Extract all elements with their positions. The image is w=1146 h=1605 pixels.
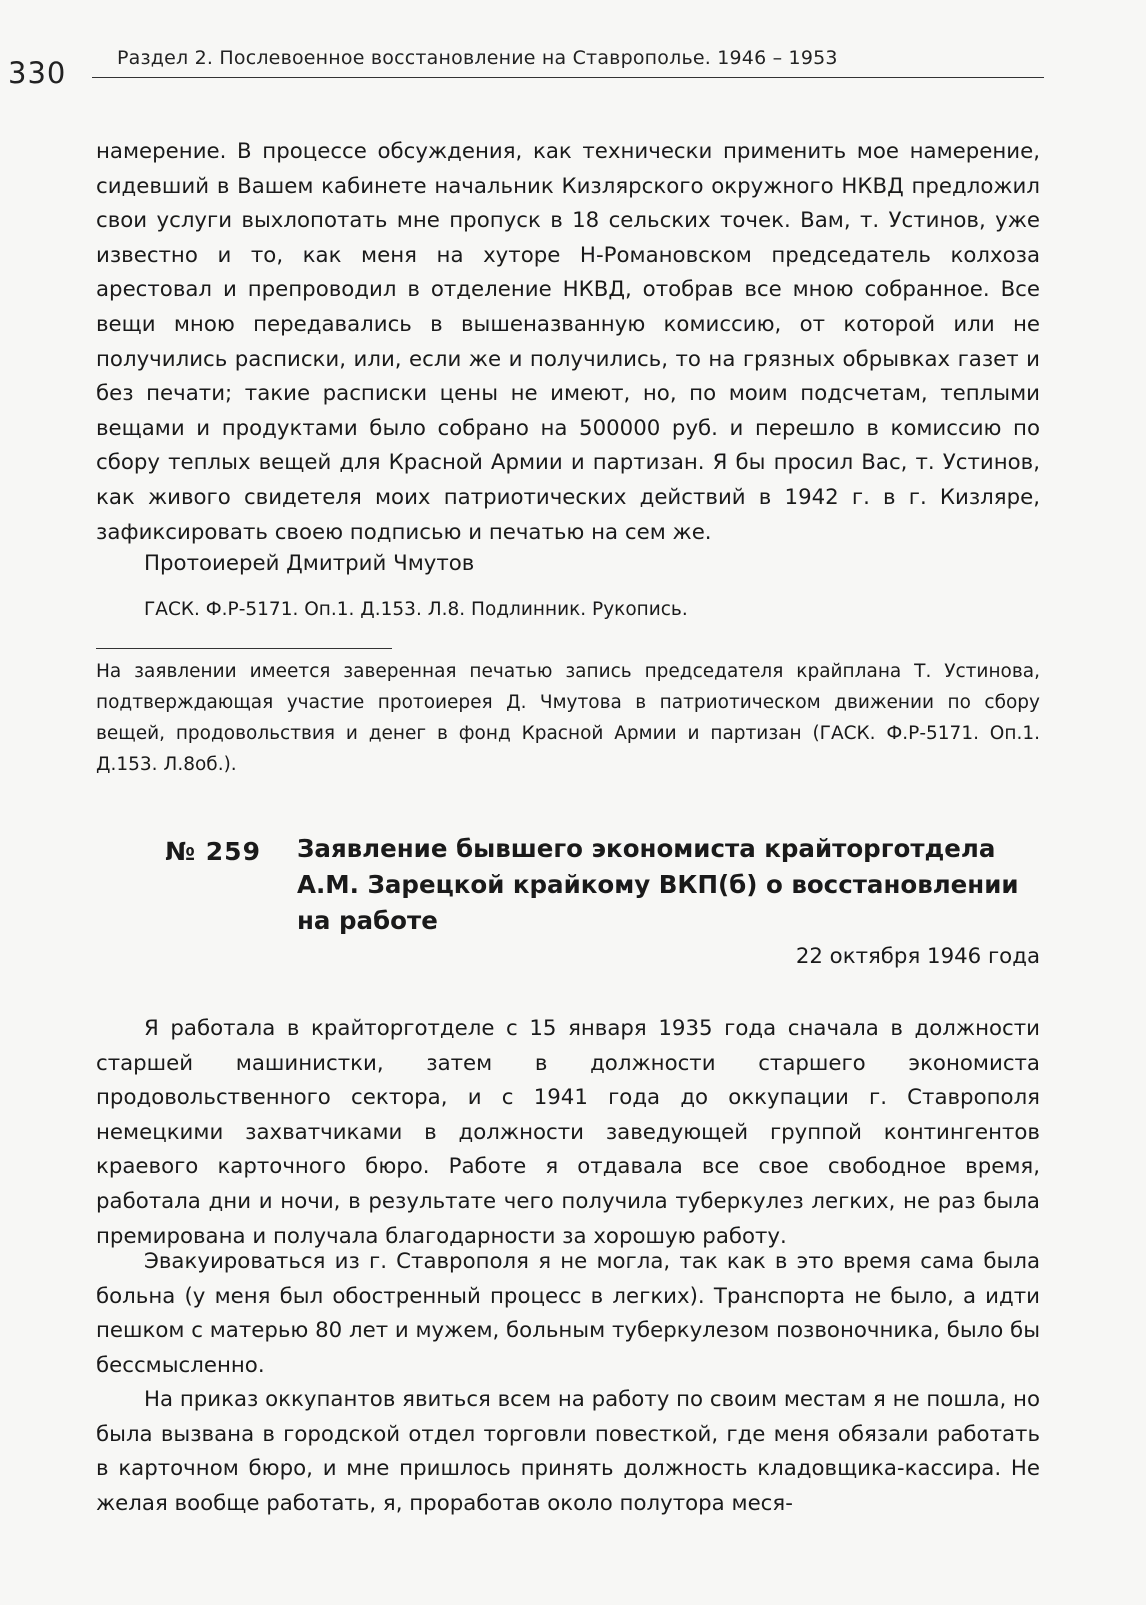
document-title: Заявление бывшего экономиста крайторготдела А.М. Зарецкой крайкому ВКП(б) о восстановлении на работе [297, 834, 1019, 935]
document-date: 22 октября 1946 года [795, 944, 1040, 969]
running-head: Раздел 2. Послевоенное восстановление на Ставрополье. 1946 – 1953 [117, 47, 838, 69]
signature: Протоиерей Дмитрий Чмутов [144, 551, 475, 576]
paragraph-2: Эвакуироваться из г. Ставрополя я не могла, так как в это время сама была больна (у меня был обостренный процесс в легких). Транспорта не было, а идти пешком с матерью 80 лет и мужем, больным туберкулезом позвоночника, было бы бессмысленно. [96, 1249, 1041, 1378]
paragraph-1: Я работала в крайторготделе с 15 января 1935 года сначала в должности старшей машинистки, затем в должности старшего экономиста продовольственного сектора, и с 1941 года до оккупации г. Ставрополя немецкими захватчиками в должности заведующей группой контингентов краевого карточного бюро. Работе я отдавала все свое свободное время, работала дни и ночи, в результате чего получила туберкулез легких, не раз была премирована и получала благодарности за хорошую работу. [96, 1016, 1040, 1249]
editorial-note: На заявлении имеется заверенная печатью запись председателя крайплана Т. Устинова, подтверждающая участие протоиерея Д. Чмутова в патриотическом движении по сбору вещей, продовольствия и денег в фонд Красной Армии и партизан (ГАСК. Ф.Р-5171. Оп.1. Д.153. Л.8об.). [96, 661, 1040, 775]
archive-source: ГАСК. Ф.Р-5171. Оп.1. Д.153. Л.8. Подлинник. Рукопись. [144, 599, 688, 620]
page-number: 330 [8, 56, 67, 90]
header-rule [92, 77, 1044, 78]
paragraph-3: На приказ оккупантов явиться всем на работу по своим местам я не пошла, но была вызвана в городской отдел торговли повесткой, где меня обязали работать в карточном бюро, и мне пришлось принять должность кладовщика-кассира. Не желая вообще работать, я, проработав около полутора меся- [96, 1387, 1040, 1516]
footnote-rule [96, 648, 392, 649]
previous-document-text: намерение. В процессе обсуждения, как технически применить мое намерение, сидевший в Вашем кабинете начальник Кизлярского окружного НКВД предложил свои услуги выхлопотать мне пропуск в 18 сельских точек. Вам, т. Устинов, уже известно и то, как меня на хуторе Н-Романовском председатель колхоза арестовал и препроводил в отделение НКВД, отобрав все мною собранное. Все вещи мною передавались в вышеназванную комиссию, от которой или не получились расписки, или, если же и получились, то на грязных обрывках газет и без печати; такие расписки цены не имеют, но, по моим подсчетам, теплыми вещами и продуктами было собрано на 500000 руб. и перешло в комиссию по сбору теплых вещей для Красной Армии и партизан. Я бы просил Вас, т. Устинов, как живого свидетеля моих патриотических действий в 1942 г. в г. Кизляре, зафиксировать своею подписью и печатью на сем же. [96, 139, 1040, 545]
document-number: № 259 [165, 837, 261, 866]
